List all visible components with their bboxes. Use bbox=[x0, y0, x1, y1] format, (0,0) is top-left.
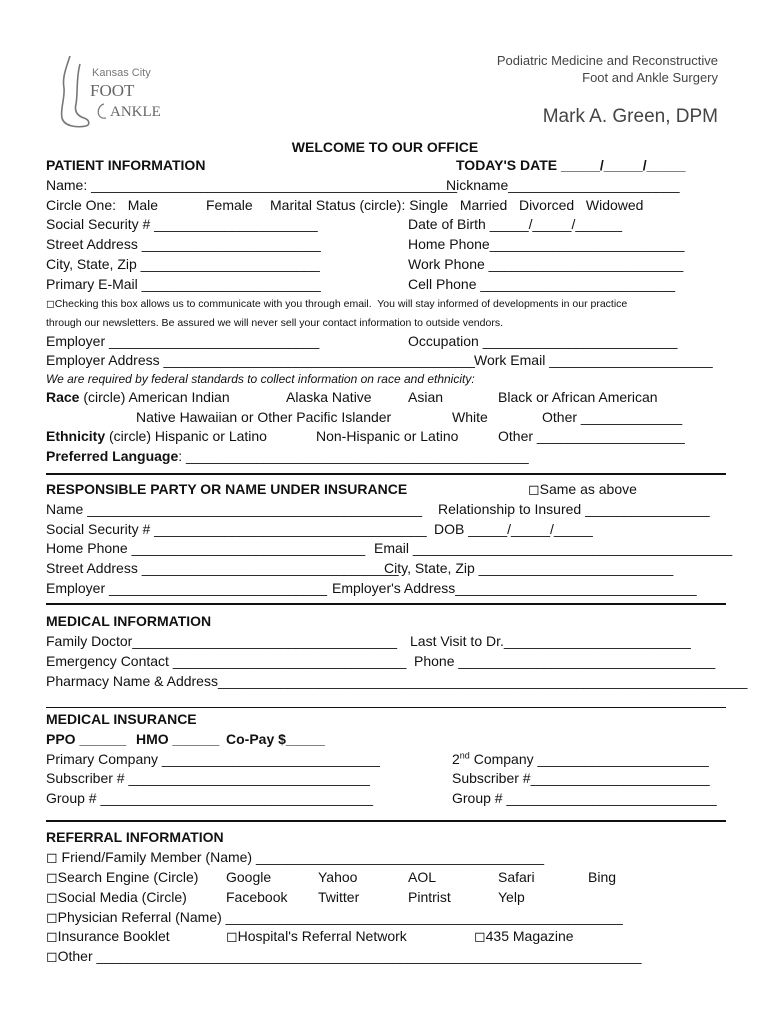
patient-title-row bbox=[46, 155, 724, 175]
social-media-checkbox[interactable]: ◻Social Media (Circle) bbox=[46, 889, 187, 905]
race-american-indian[interactable]: (circle) American Indian bbox=[79, 389, 230, 405]
magazine-checkbox[interactable]: ◻435 Magazine bbox=[474, 928, 574, 944]
responsible-employer-field[interactable]: Employer ____________________________ bbox=[46, 580, 328, 596]
ppo-field[interactable]: PPO ______ bbox=[46, 731, 127, 747]
booklet-row bbox=[46, 926, 724, 946]
other-referral-checkbox[interactable]: ◻Other ______________________________________________________________________ bbox=[46, 948, 642, 964]
family-doctor-row bbox=[46, 631, 724, 651]
patient-email-field[interactable]: Primary E-Mail _______________________ bbox=[46, 276, 321, 292]
ethnicity-label: Ethnicity bbox=[46, 428, 106, 444]
primary-group-field[interactable]: Group # ___________________________________ bbox=[46, 790, 373, 806]
patient-city-field[interactable]: City, State, Zip _______________________ bbox=[46, 256, 320, 272]
second-subscriber-field[interactable]: Subscriber #_______________________ bbox=[452, 770, 710, 786]
city-workphone-row bbox=[46, 254, 724, 274]
responsible-phone-row bbox=[46, 538, 733, 558]
race-white[interactable]: White bbox=[452, 409, 488, 425]
doctor-name: Mark A. Green, DPM bbox=[542, 106, 718, 127]
last-visit-field[interactable]: Last Visit to Dr.________________________ bbox=[410, 633, 691, 649]
pharmacy-row bbox=[46, 671, 748, 691]
patient-work-phone-field[interactable]: Work Phone _________________________ bbox=[408, 256, 684, 272]
street-phone-row bbox=[46, 234, 724, 254]
language-row bbox=[46, 446, 724, 466]
physician-row bbox=[46, 907, 724, 927]
language-label: Preferred Language bbox=[46, 448, 179, 464]
hmo-field[interactable]: HMO ______ bbox=[136, 731, 220, 747]
welcome-heading: WELCOME TO OUR OFFICE bbox=[291, 139, 479, 155]
google-option[interactable]: Google bbox=[226, 869, 272, 885]
group-row bbox=[46, 788, 724, 808]
hospital-referral-checkbox[interactable]: ◻Hospital's Referral Network bbox=[226, 928, 407, 944]
patient-section-title: PATIENT INFORMATION bbox=[46, 157, 206, 173]
bing-option[interactable]: Bing bbox=[588, 869, 617, 885]
same-as-above-checkbox[interactable]: ◻Same as above bbox=[528, 481, 637, 497]
logo-line1: Kansas City bbox=[92, 67, 151, 79]
nickname-field[interactable]: Nickname______________________ bbox=[446, 177, 680, 193]
medical-title-row bbox=[46, 611, 724, 631]
referral-title-row bbox=[46, 827, 724, 847]
responsible-city-field[interactable]: City, State, Zip _________________________ bbox=[384, 560, 674, 576]
referral-section-title: REFERRAL INFORMATION bbox=[46, 829, 224, 845]
search-engine-checkbox[interactable]: ◻Search Engine (Circle) bbox=[46, 869, 199, 885]
second-company-field[interactable] bbox=[452, 749, 709, 769]
pharmacy-field[interactable]: Pharmacy Name & Address____________________________________________________________________ bbox=[46, 673, 748, 689]
ssn-dob-row bbox=[46, 214, 724, 234]
primary-company-field[interactable]: Primary Company ____________________________ bbox=[46, 751, 380, 767]
practice-tagline bbox=[497, 52, 718, 86]
gender-marital-row bbox=[46, 195, 724, 215]
patient-employer-field[interactable]: Employer ___________________________ bbox=[46, 333, 320, 349]
race-black[interactable]: Black or African American bbox=[498, 389, 658, 405]
race-row-2 bbox=[46, 407, 724, 427]
tagline-line1: Podiatric Medicine and Reconstructive bbox=[496, 53, 718, 68]
federal-note-row bbox=[46, 369, 724, 389]
relationship-field[interactable]: Relationship to Insured ________________ bbox=[438, 501, 710, 517]
marital-status-options[interactable]: Marital Status (circle): Single Married Divorced Widowed bbox=[270, 197, 644, 213]
race-label: Race bbox=[46, 389, 80, 405]
patient-employer-address-field[interactable]: Employer Address ________________________________________ bbox=[46, 352, 475, 368]
responsible-employer-row bbox=[46, 578, 724, 598]
kansas-city-foot-ankle-logo bbox=[56, 54, 196, 130]
email-consent-row bbox=[46, 294, 724, 314]
family-doctor-field[interactable]: Family Doctor__________________________________ bbox=[46, 633, 398, 649]
responsible-ssn-field[interactable]: Social Security # ___________________________________ bbox=[46, 521, 427, 537]
todays-date-field[interactable]: TODAY'S DATE _____/_____/_____ bbox=[456, 157, 686, 173]
section-divider bbox=[46, 473, 726, 475]
ethnicity-other-field[interactable]: Other ___________________ bbox=[498, 428, 685, 444]
ethnicity-hispanic[interactable]: (circle) Hispanic or Latino bbox=[105, 428, 267, 444]
second-company-prefix: 2 bbox=[452, 751, 460, 767]
responsible-name-field[interactable]: Name ___________________________________________ bbox=[46, 501, 423, 517]
patient-name-field[interactable]: Name: _______________________________________________ bbox=[46, 177, 458, 193]
facebook-option[interactable]: Facebook bbox=[226, 889, 288, 905]
race-other-field[interactable]: Other _____________ bbox=[542, 409, 683, 425]
preferred-language-field[interactable]: : ____________________________________________ bbox=[178, 448, 529, 464]
responsible-section-title: RESPONSIBLE PARTY OR NAME UNDER INSURANCE bbox=[46, 481, 408, 497]
race-asian[interactable]: Asian bbox=[408, 389, 444, 405]
gender-female-option[interactable]: Female bbox=[206, 197, 253, 213]
plan-type-row bbox=[46, 729, 724, 749]
physician-referral-checkbox[interactable]: ◻Physician Referral (Name) ___________________________________________________ bbox=[46, 909, 623, 925]
friend-row bbox=[46, 847, 724, 867]
safari-option[interactable]: Safari bbox=[498, 869, 535, 885]
email-consent-text: through our newsletters. Be assured we will never sell your contact information to outside vendors. bbox=[46, 317, 503, 329]
aol-option[interactable]: AOL bbox=[408, 869, 437, 885]
insurance-section-title: MEDICAL INSURANCE bbox=[46, 711, 197, 727]
primary-subscriber-field[interactable]: Subscriber # _______________________________ bbox=[46, 770, 370, 786]
tagline-line2: Foot and Ankle Surgery bbox=[582, 70, 718, 85]
yelp-option[interactable]: Yelp bbox=[498, 889, 525, 905]
race-native-hawaiian[interactable]: Native Hawaiian or Other Pacific Islander bbox=[136, 409, 392, 425]
emergency-phone-field[interactable]: Phone _________________________________ bbox=[414, 653, 716, 669]
email-consent-row-2 bbox=[46, 313, 724, 333]
search-engine-row bbox=[46, 867, 724, 887]
section-divider bbox=[46, 603, 726, 605]
ethnicity-non-hispanic[interactable]: Non-Hispanic or Latino bbox=[316, 428, 459, 444]
responsible-street-row bbox=[46, 558, 724, 578]
friend-family-checkbox[interactable]: ◻ Friend/Family Member (Name) _____________________________________ bbox=[46, 849, 545, 865]
yahoo-option[interactable]: Yahoo bbox=[318, 869, 358, 885]
patient-occupation-field[interactable]: Occupation _________________________ bbox=[408, 333, 678, 349]
second-company-sup: nd bbox=[459, 750, 470, 761]
subscriber-row bbox=[46, 768, 724, 788]
responsible-name-row bbox=[46, 499, 724, 519]
responsible-ssn-row bbox=[46, 519, 724, 539]
logo-line3: ANKLE bbox=[110, 104, 161, 120]
emergency-row bbox=[46, 651, 724, 671]
pintrist-option[interactable]: Pintrist bbox=[408, 889, 451, 905]
twitter-option[interactable]: Twitter bbox=[318, 889, 360, 905]
responsible-street-field[interactable]: Street Address _________________________________ bbox=[46, 560, 399, 576]
second-company-suffix: Company ______________________ bbox=[469, 751, 709, 767]
responsible-employer-address-field[interactable]: Employer's Address_______________________________ bbox=[332, 580, 697, 596]
responsible-email-field[interactable]: Email _________________________________________ bbox=[374, 540, 733, 556]
copay-field[interactable]: Co-Pay $_____ bbox=[226, 731, 325, 747]
logo-line2: FOOT bbox=[90, 81, 135, 100]
section-divider bbox=[46, 820, 726, 822]
patient-cell-phone-field[interactable]: Cell Phone _________________________ bbox=[408, 276, 676, 292]
other-row bbox=[46, 946, 724, 966]
patient-home-phone-field[interactable]: Home Phone_________________________ bbox=[408, 236, 685, 252]
employer-row bbox=[46, 331, 724, 351]
insurance-title-row bbox=[46, 709, 724, 729]
medical-section-title: MEDICAL INFORMATION bbox=[46, 613, 212, 629]
responsible-title-row bbox=[46, 479, 724, 499]
patient-ssn-field[interactable]: Social Security # _____________________ bbox=[46, 216, 318, 232]
social-media-row bbox=[46, 887, 724, 907]
company-row bbox=[46, 749, 724, 769]
second-group-field[interactable]: Group # ___________________________ bbox=[452, 790, 717, 806]
email-cell-row bbox=[46, 274, 724, 294]
email-consent-checkbox[interactable]: ◻Checking this box allows us to communicate with you through email. You will stay informed of developments in our practice bbox=[46, 298, 628, 310]
race-alaska-native[interactable]: Alaska Native bbox=[286, 389, 372, 405]
ethnicity-row bbox=[46, 426, 724, 446]
gender-male-option[interactable]: Circle One: Male bbox=[46, 197, 159, 213]
race-row bbox=[46, 387, 724, 407]
patient-name-row bbox=[46, 175, 724, 195]
employer-address-row bbox=[46, 350, 724, 370]
responsible-home-phone-field[interactable]: Home Phone ______________________________ bbox=[46, 540, 366, 556]
patient-work-email-field[interactable]: Work Email _____________________ bbox=[474, 352, 713, 368]
pharmacy-extra-line[interactable] bbox=[46, 707, 726, 708]
patient-street-field[interactable]: Street Address _______________________ bbox=[46, 236, 321, 252]
responsible-dob-field[interactable]: DOB _____/_____/_____ bbox=[434, 521, 593, 537]
emergency-contact-field[interactable]: Emergency Contact ______________________________ bbox=[46, 653, 407, 669]
patient-dob-field[interactable]: Date of Birth _____/_____/______ bbox=[408, 216, 623, 232]
federal-standards-note: We are required by federal standards to collect information on race and ethnicity: bbox=[46, 372, 475, 386]
insurance-booklet-checkbox[interactable]: ◻Insurance Booklet bbox=[46, 928, 170, 944]
